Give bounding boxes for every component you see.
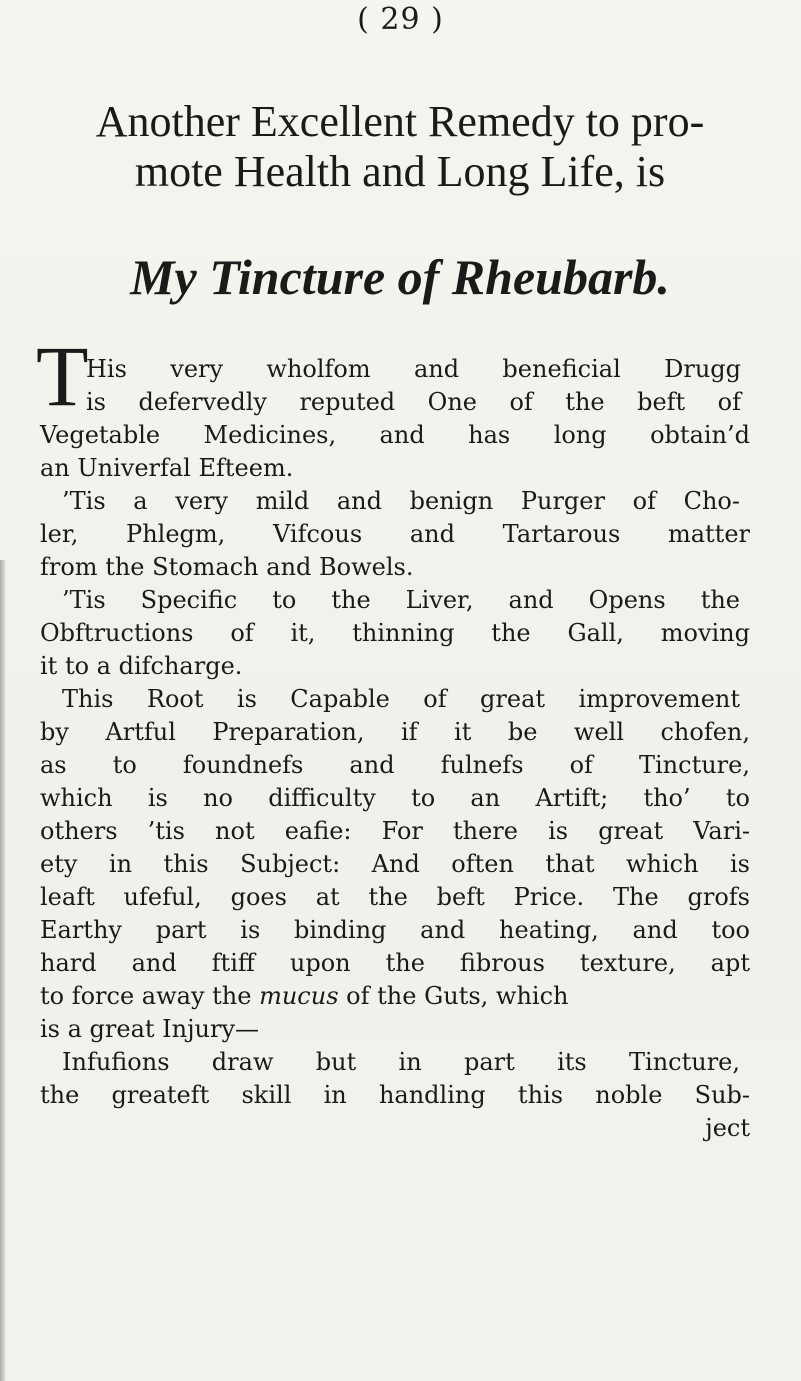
page-number: ( 29 )	[357, 2, 444, 37]
body-line-20	[40, 980, 750, 1013]
body-line-1: His very wholfom and beneficial Drugg	[86, 355, 741, 383]
body-line-4: an Univerfal Efteem.	[40, 454, 294, 482]
body-line-5: ’Tis a very mild and benign Purger of Cho-	[62, 487, 740, 515]
body-line-2: is defervedly reputed One of the beft of	[86, 388, 741, 416]
body-line-21: is a great Injury—	[40, 1015, 260, 1043]
subtitle: My Tincture of Rheubarb.	[130, 249, 670, 305]
body-line-8: ’Tis Specific to the Liver, and Opens the	[62, 586, 740, 614]
body-line-17: leaft ufeful, goes at the beft Price. The grofs	[40, 883, 750, 911]
body-line-19: hard and ftiff upon the fibrous texture, apt	[40, 949, 750, 977]
body-line-23: the greateft skill in handling this noble Sub-	[40, 1081, 750, 1109]
binding-gutter-shadow	[0, 560, 6, 1381]
body-line-11: This Root is Capable of great improvement	[62, 685, 740, 713]
body-line-14: which is no difficulty to an Artift; tho’ to	[40, 784, 750, 812]
body-line-7: from the Stomach and Bowels.	[40, 553, 414, 581]
italic-term: mucus	[259, 982, 339, 1010]
body-line-22: Infufions draw but in part its Tincture,	[62, 1048, 740, 1076]
body-line-10: it to a difcharge.	[40, 652, 243, 680]
heading-line-1: Another Excellent Remedy to pro-	[95, 97, 705, 146]
body-line-18: Earthy part is binding and heating, and too	[40, 916, 750, 944]
body-line-20-end: of the Guts, which	[346, 982, 569, 1010]
body-line-12: by Artful Preparation, if it be well chofen,	[40, 718, 750, 746]
heading-line-2: mote Health and Long Life, is	[134, 147, 666, 196]
body-line-3: Vegetable Medicines, and has long obtain’d	[40, 421, 750, 449]
body-line-15: others ’tis not eafie: For there is great Vari-	[40, 817, 750, 845]
drop-cap: T	[36, 328, 89, 424]
body-line-16: ety in this Subject: And often that which is	[40, 850, 750, 878]
body-line-6: ler, Phlegm, Vifcous and Tartarous matter	[40, 520, 750, 548]
body-line-13: as to foundnefs and fulnefs of Tincture,	[40, 751, 750, 779]
catchword: ject	[705, 1114, 750, 1142]
body-line-9: Obftructions of it, thinning the Gall, moving	[40, 619, 750, 647]
body-line-20-start: to force away the	[40, 982, 252, 1010]
